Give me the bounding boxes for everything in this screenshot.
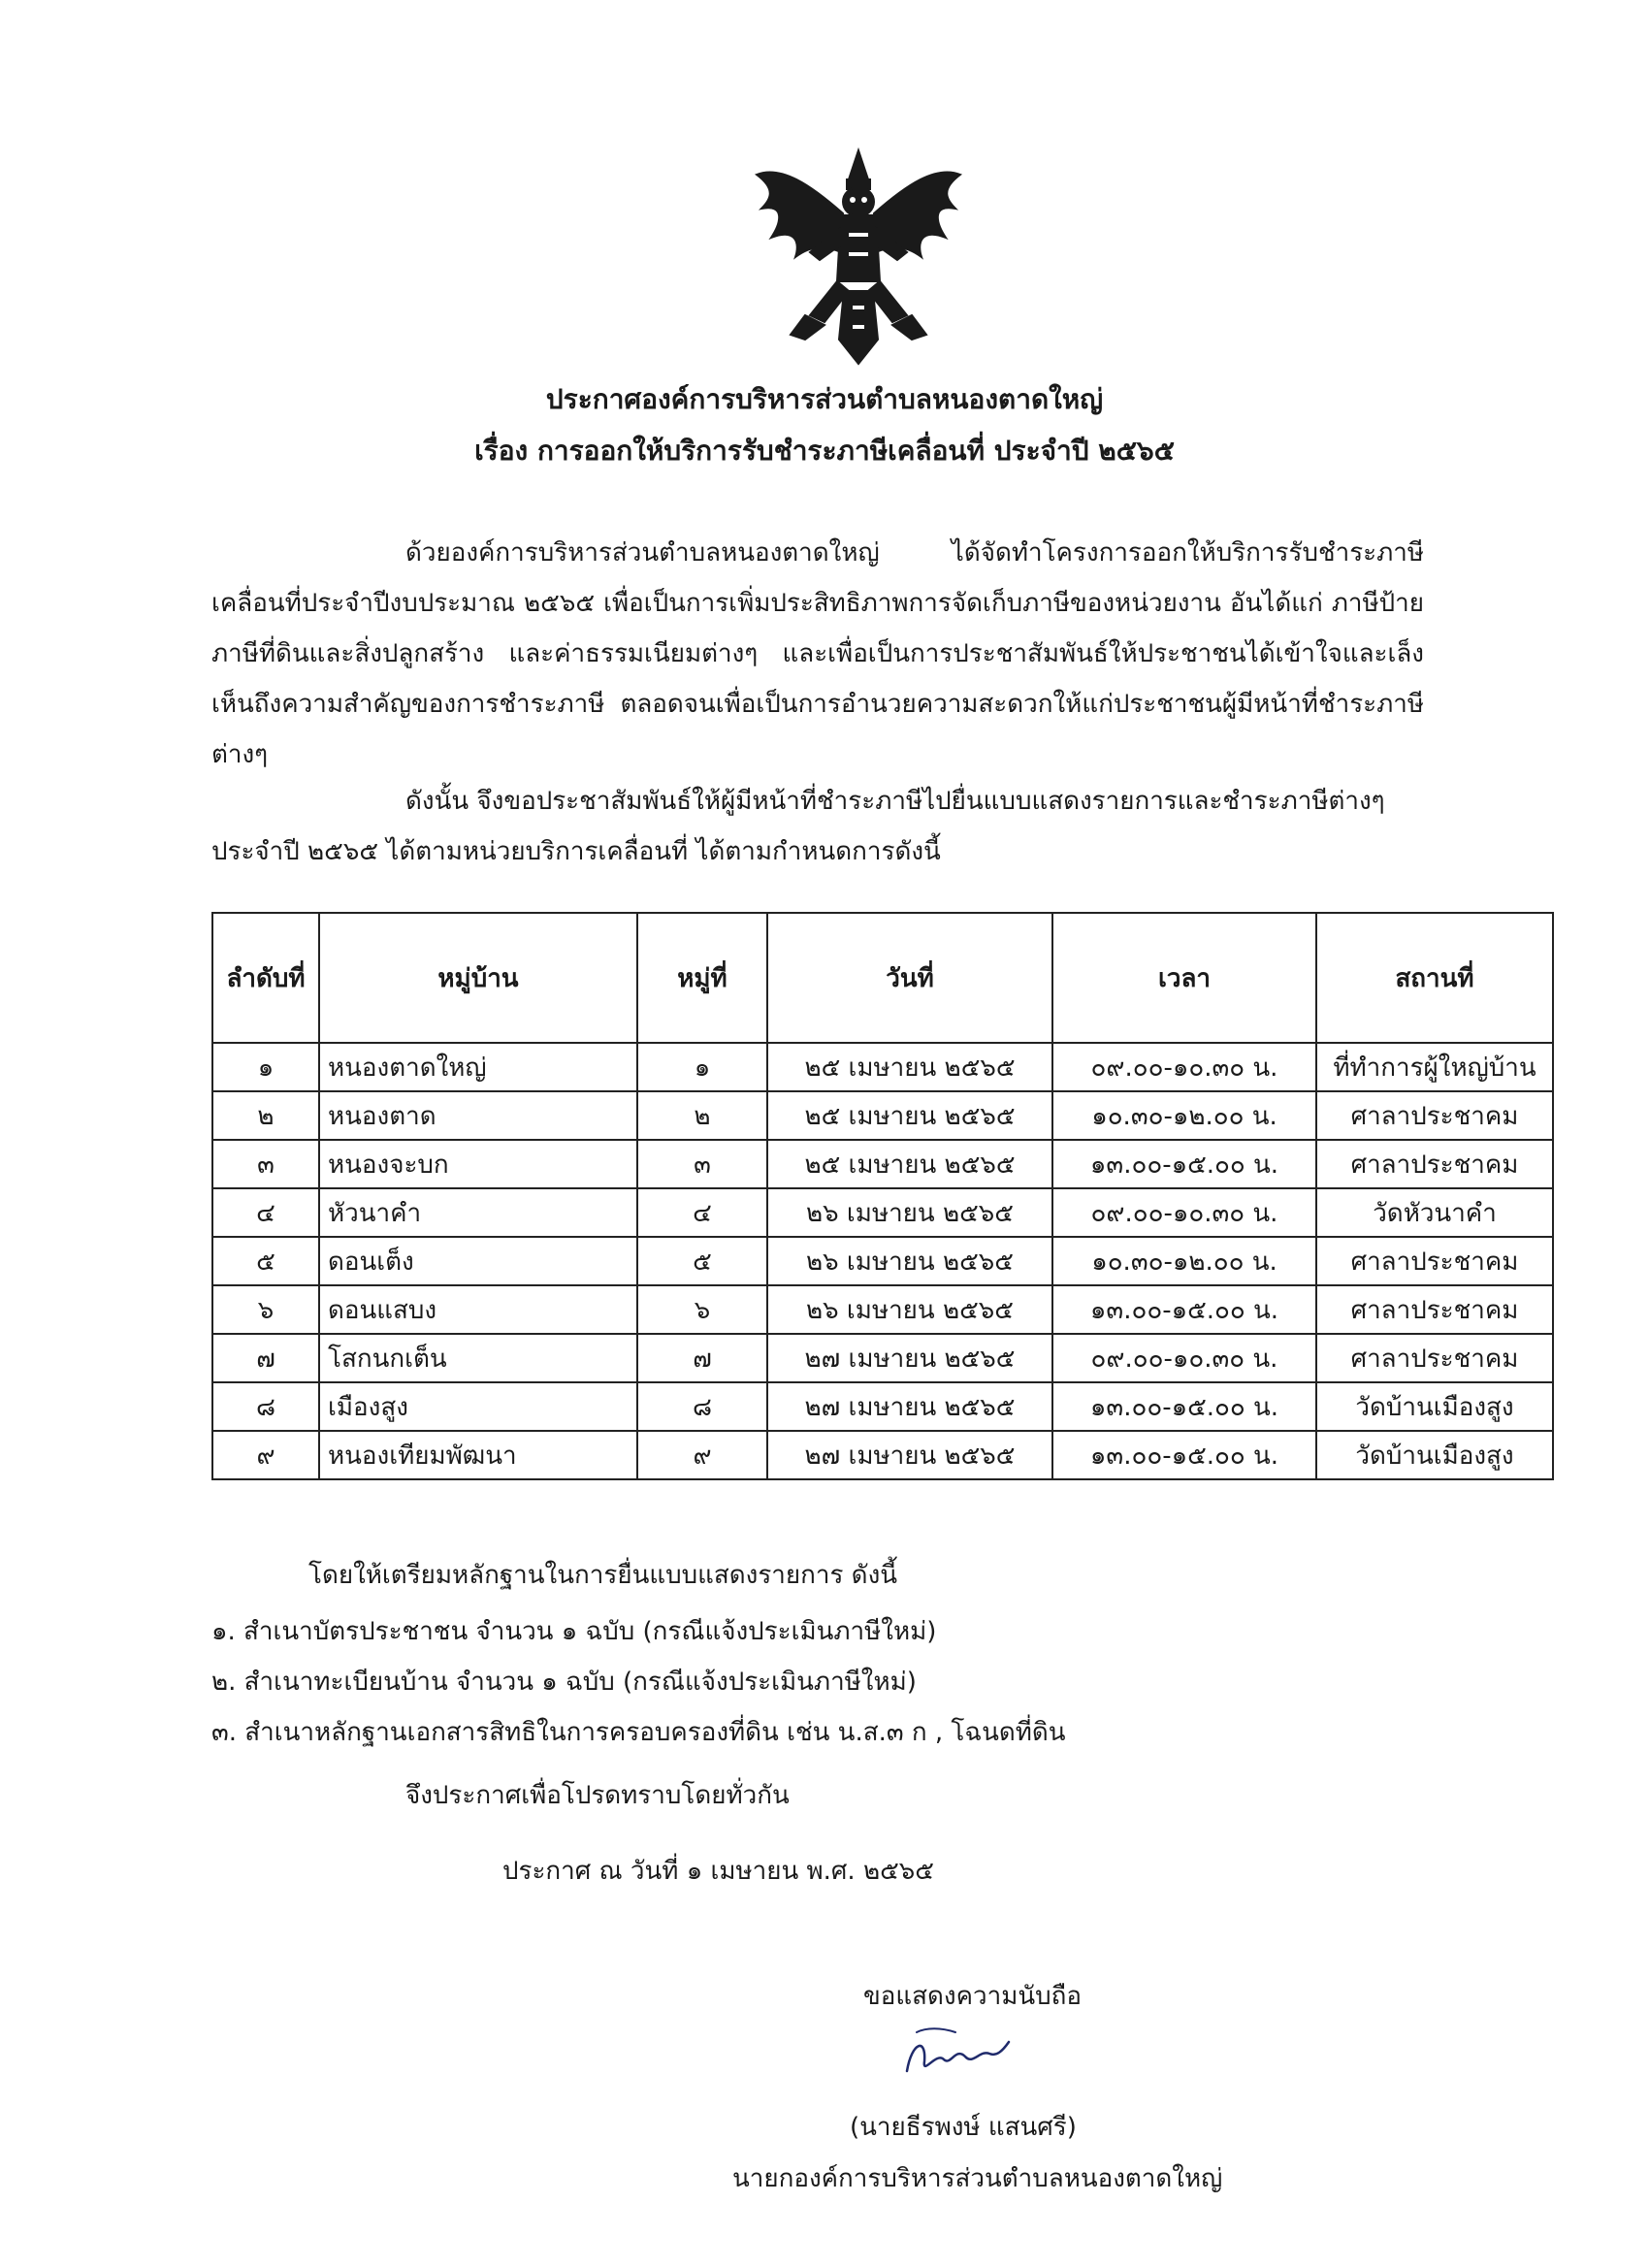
table-row	[212, 1043, 1553, 1091]
cell-place: ศาลาประชาคม	[1316, 1334, 1553, 1382]
documents-list	[211, 1606, 1066, 1758]
cell-no: ๑	[212, 1043, 319, 1091]
table-row	[212, 1431, 1553, 1479]
list-item: ๓. สำเนาหลักฐานเอกสารสิทธิในการครอบครองที่ดิน เช่น น.ส.๓ ก , โฉนดที่ดิน	[211, 1718, 1066, 1747]
cell-date: ๒๕ เมษายน ๒๕๖๕	[767, 1091, 1052, 1140]
cell-time: ๑๐.๓๐-๑๒.๐๐ น.	[1052, 1237, 1316, 1285]
cell-no: ๖	[212, 1285, 319, 1334]
cell-time: ๑๓.๐๐-๑๕.๐๐ น.	[1052, 1431, 1316, 1479]
list-item: ๒. สำเนาทะเบียนบ้าน จำนวน ๑ ฉบับ (กรณีแจ้งประเมินภาษีใหม่)	[211, 1668, 917, 1697]
cell-time: ๐๙.๐๐-๑๐.๓๐ น.	[1052, 1188, 1316, 1237]
cell-village: หนองเทียมพัฒนา	[319, 1431, 637, 1479]
cell-moo: ๕	[637, 1237, 767, 1285]
col-header-moo: หมู่ที่	[637, 913, 767, 1043]
col-header-place: สถานที่	[1316, 913, 1553, 1043]
regards-line: ขอแสดงความนับถือ	[863, 1982, 1082, 2011]
signer-name: (นายธีรพงษ์ แสนศรี)	[850, 2113, 1077, 2142]
cell-place: วัดบ้านเมืองสูง	[1316, 1382, 1553, 1431]
cell-time: ๑๐.๓๐-๑๒.๐๐ น.	[1052, 1091, 1316, 1140]
cell-date: ๒๕ เมษายน ๒๕๖๕	[767, 1140, 1052, 1188]
cell-village: หนองตาด	[319, 1091, 637, 1140]
cell-village: หนองจะบก	[319, 1140, 637, 1188]
cell-village: หนองตาดใหญ่	[319, 1043, 637, 1091]
list-item: ๑. สำเนาบัตรประชาชน จำนวน ๑ ฉบับ (กรณีแจ้งประเมินภาษีใหม่)	[211, 1617, 937, 1646]
cell-moo: ๙	[637, 1431, 767, 1479]
handwritten-signature	[897, 2023, 1014, 2090]
cell-place: ศาลาประชาคม	[1316, 1140, 1553, 1188]
table-row	[212, 1091, 1553, 1140]
cell-moo: ๔	[637, 1188, 767, 1237]
cell-no: ๕	[212, 1237, 319, 1285]
cell-moo: ๗	[637, 1334, 767, 1382]
cell-no: ๒	[212, 1091, 319, 1140]
body-paragraph-1: ด้วยองค์การบริหารส่วนตำบลหนองตาดใหญ่ ได้จัดทำโครงการออกให้บริการรับชำระภาษีเคลื่อนที่ประจำปีงบประมาณ ๒๕๖๕ เพื่อเป็นการเพิ่มประสิทธิภาพการจัดเก็บภาษีของหน่วยงาน อันได้แก่ ภาษีป้าย ภาษีที่ดินและสิ่งปลูกสร้าง และค่าธรรมเนียมต่างๆ และเพื่อเป็นการประชาสัมพันธ์ให้ประชาชนได้เข้าใจและเล็งเห็นถึงความสำคัญของการชำระภาษี ตลอดจนเพื่อเป็นการอำนวยความสะดวกให้แก่ประชาชนผู้มีหน้าที่ชำระภาษีต่างๆ	[211, 538, 1424, 769]
cell-no: ๙	[212, 1431, 319, 1479]
cell-date: ๒๗ เมษายน ๒๕๖๕	[767, 1334, 1052, 1382]
cell-village: หัวนาคำ	[319, 1188, 637, 1237]
cell-place: ที่ทำการผู้ใหญ่บ้าน	[1316, 1043, 1553, 1091]
cell-date: ๒๗ เมษายน ๒๕๖๕	[767, 1382, 1052, 1431]
col-header-time: เวลา	[1052, 913, 1316, 1043]
closing-statement: จึงประกาศเพื่อโปรดทราบโดยทั่วกัน	[405, 1781, 790, 1810]
cell-time: ๑๓.๐๐-๑๕.๐๐ น.	[1052, 1140, 1316, 1188]
col-header-village: หมู่บ้าน	[319, 913, 637, 1043]
cell-village: เมืองสูง	[319, 1382, 637, 1431]
table-row	[212, 1285, 1553, 1334]
cell-place: วัดหัวนาคำ	[1316, 1188, 1553, 1237]
documents-intro: โดยให้เตรียมหลักฐานในการยื่นแบบแสดงรายการ ดังนี้	[308, 1561, 898, 1590]
table-row	[212, 1188, 1553, 1237]
cell-date: ๒๖ เมษายน ๒๕๖๕	[767, 1188, 1052, 1237]
cell-no: ๓	[212, 1140, 319, 1188]
cell-date: ๒๕ เมษายน ๒๕๖๕	[767, 1043, 1052, 1091]
cell-time: ๑๓.๐๐-๑๕.๐๐ น.	[1052, 1382, 1316, 1431]
table-row	[212, 1382, 1553, 1431]
announcement-title: ประกาศองค์การบริหารส่วนตำบลหนองตาดใหญ่	[545, 383, 1104, 415]
cell-moo: ๑	[637, 1043, 767, 1091]
announcement-subject: เรื่อง การออกให้บริการรับชำระภาษีเคลื่อนที่ ประจำปี ๒๕๖๕	[474, 435, 1175, 467]
cell-moo: ๓	[637, 1140, 767, 1188]
table-row	[212, 1237, 1553, 1285]
cell-place: ศาลาประชาคม	[1316, 1091, 1553, 1140]
cell-no: ๘	[212, 1382, 319, 1431]
col-header-date: วันที่	[767, 913, 1052, 1043]
cell-time: ๐๙.๐๐-๑๐.๓๐ น.	[1052, 1043, 1316, 1091]
table-row	[212, 1334, 1553, 1382]
cell-moo: ๒	[637, 1091, 767, 1140]
cell-village: ดอนเต็ง	[319, 1237, 637, 1285]
cell-village: ดอนแสบง	[319, 1285, 637, 1334]
cell-time: ๐๙.๐๐-๑๐.๓๐ น.	[1052, 1334, 1316, 1382]
cell-time: ๑๓.๐๐-๑๕.๐๐ น.	[1052, 1285, 1316, 1334]
announcement-date: ประกาศ ณ วันที่ ๑ เมษายน พ.ศ. ๒๕๖๕	[502, 1857, 934, 1886]
signer-position: นายกองค์การบริหารส่วนตำบลหนองตาดใหญ่	[732, 2164, 1223, 2193]
cell-place: วัดบ้านเมืองสูง	[1316, 1431, 1553, 1479]
cell-village: โสกนกเต็น	[319, 1334, 637, 1382]
garuda-emblem-icon	[752, 146, 965, 369]
body-paragraph-2: ดังนั้น จึงขอประชาสัมพันธ์ให้ผู้มีหน้าที่ชำระภาษีไปยื่นแบบแสดงรายการและชำระภาษีต่างๆ ประจำปี ๒๕๖๕ ได้ตามหน่วยบริการเคลื่อนที่ ได้ตามกำหนดการดังนี้	[211, 787, 1385, 866]
cell-place: ศาลาประชาคม	[1316, 1285, 1553, 1334]
col-header-no: ลำดับที่	[212, 913, 319, 1043]
cell-place: ศาลาประชาคม	[1316, 1237, 1553, 1285]
cell-date: ๒๗ เมษายน ๒๕๖๕	[767, 1431, 1052, 1479]
cell-no: ๗	[212, 1334, 319, 1382]
cell-moo: ๖	[637, 1285, 767, 1334]
table-row	[212, 1140, 1553, 1188]
schedule-table	[211, 912, 1554, 1480]
cell-moo: ๘	[637, 1382, 767, 1431]
cell-no: ๔	[212, 1188, 319, 1237]
cell-date: ๒๖ เมษายน ๒๕๖๕	[767, 1237, 1052, 1285]
table-header-row	[212, 913, 1553, 1043]
cell-date: ๒๖ เมษายน ๒๕๖๕	[767, 1285, 1052, 1334]
